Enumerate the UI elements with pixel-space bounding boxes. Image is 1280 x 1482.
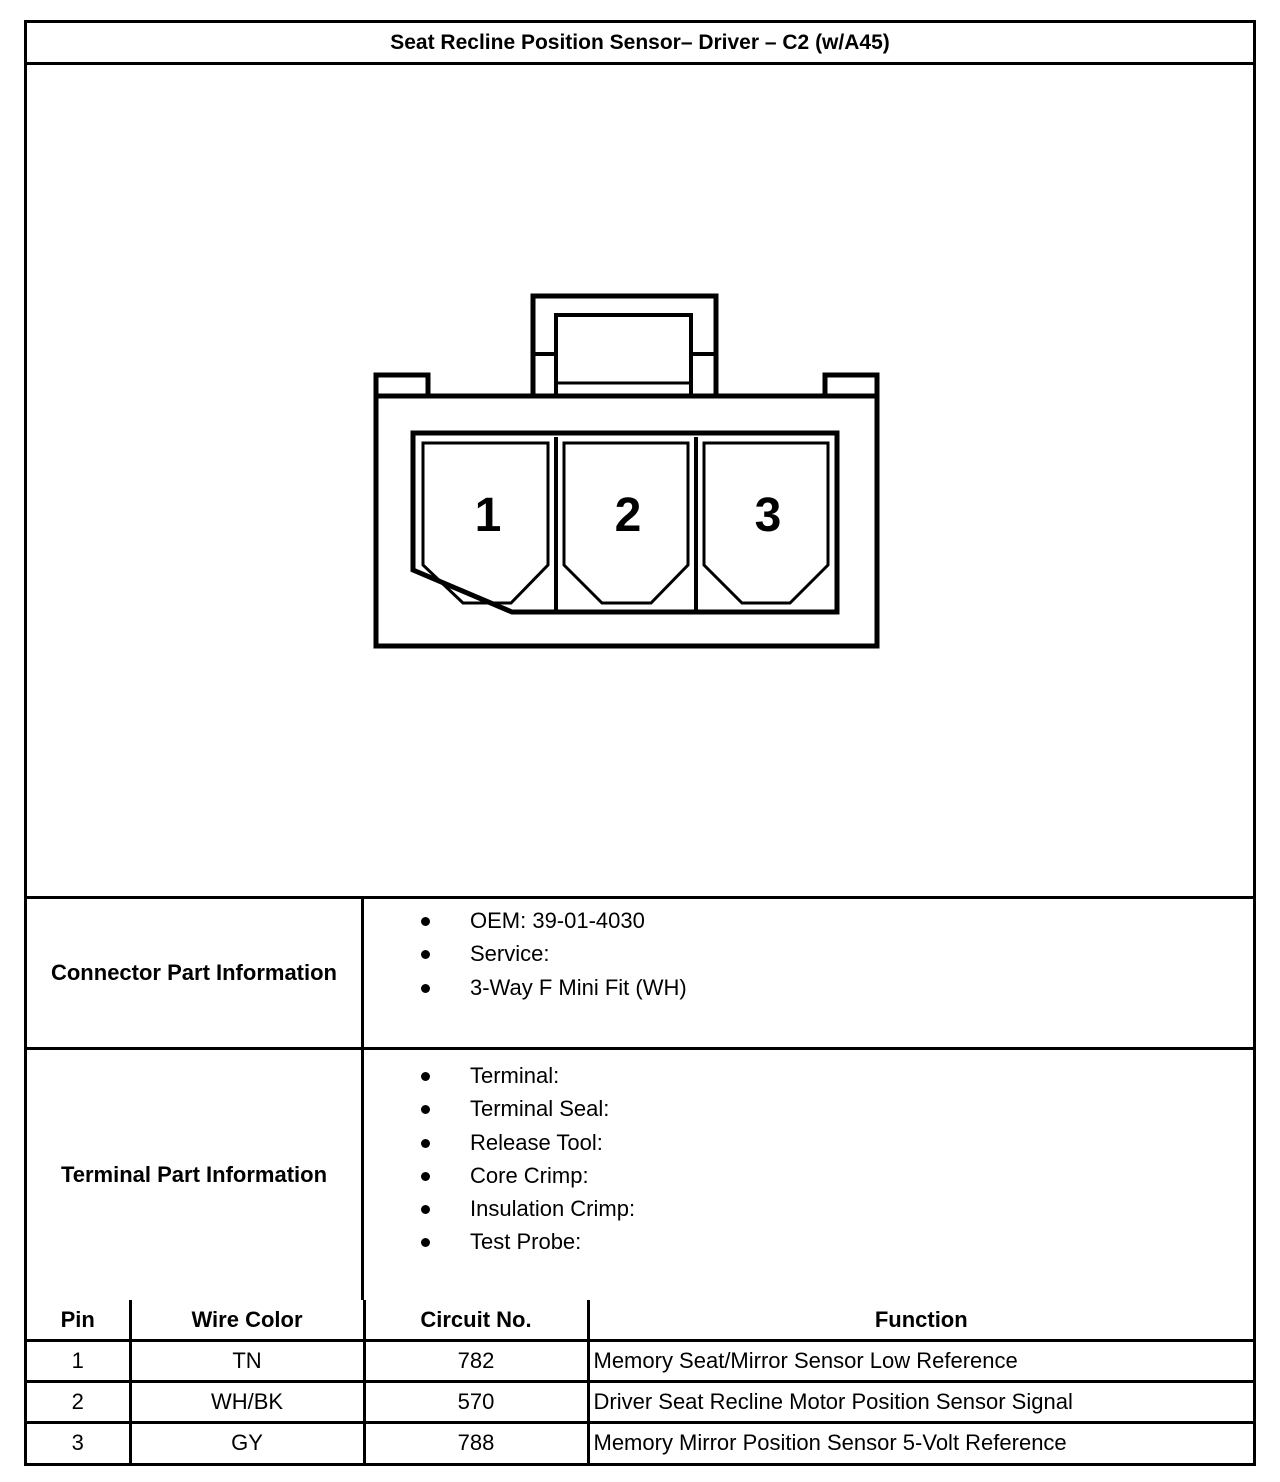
cavity-label-1: 1 [474, 489, 502, 542]
terminal-info-item: Test Probe: [364, 1225, 1253, 1258]
connector-part-info-list [364, 899, 1253, 1047]
terminal-info-item: Release Tool: [364, 1126, 1253, 1159]
terminal-info-item: Core Crimp: [364, 1159, 1253, 1192]
header-pin: Pin [27, 1300, 130, 1341]
cavity-label-3: 3 [754, 489, 782, 542]
terminal-info-item: Terminal: [364, 1059, 1253, 1092]
terminal-info-item: Insulation Crimp: [364, 1192, 1253, 1225]
terminal-part-info-list [364, 1050, 1253, 1300]
table-row [27, 1382, 1253, 1423]
terminal-info-item: Terminal Seal: [364, 1092, 1253, 1125]
function-cell: Memory Seat/Mirror Sensor Low Reference [588, 1341, 1253, 1382]
cavity-label-2: 2 [614, 489, 642, 542]
connector-face-diagram [27, 65, 1253, 899]
connector-info-item: OEM: 39-01-4030 [364, 904, 1253, 937]
terminal-part-info-row [27, 1050, 1253, 1300]
connector-part-info-label: Connector Part Information [27, 899, 364, 1047]
pin-cell: 2 [27, 1382, 130, 1423]
function-cell: Memory Mirror Position Sensor 5-Volt Reference [588, 1422, 1253, 1463]
pin-cell: 1 [27, 1341, 130, 1382]
wire-color-cell: TN [130, 1341, 364, 1382]
header-wire-color: Wire Color [130, 1300, 364, 1341]
terminal-part-info-label: Terminal Part Information [27, 1050, 364, 1300]
connector-drawing [27, 65, 1253, 896]
connector-info-item: 3-Way F Mini Fit (WH) [364, 971, 1253, 1004]
table-row [27, 1341, 1253, 1382]
circuit-no-cell: 788 [364, 1422, 588, 1463]
circuit-no-cell: 782 [364, 1341, 588, 1382]
right-latch [825, 375, 877, 396]
header-circuit-no: Circuit No. [364, 1300, 588, 1341]
function-cell: Driver Seat Recline Motor Position Sensor Signal [588, 1382, 1253, 1423]
table-row [27, 1422, 1253, 1463]
circuit-no-cell: 570 [364, 1382, 588, 1423]
left-latch [376, 375, 428, 396]
connector-part-info-row [27, 899, 1253, 1050]
wire-color-cell: WH/BK [130, 1382, 364, 1423]
connector-info-item: Service: [364, 937, 1253, 970]
document-title: Seat Recline Position Sensor– Driver – C2 (w/A45) [27, 23, 1253, 65]
pin-table [27, 1300, 1253, 1463]
connector-document [24, 20, 1256, 1466]
pin-table-header-row [27, 1300, 1253, 1341]
pin-cell: 3 [27, 1422, 130, 1463]
wire-color-cell: GY [130, 1422, 364, 1463]
header-function: Function [588, 1300, 1253, 1341]
lock-outer [533, 296, 716, 396]
